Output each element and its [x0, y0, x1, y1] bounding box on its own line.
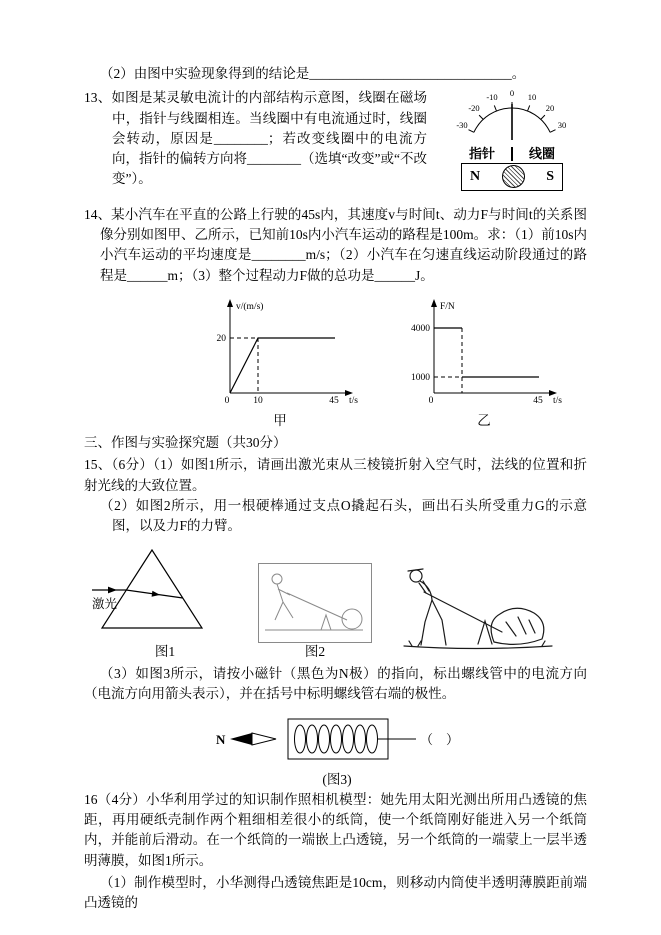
x-axis-label: t/s	[553, 395, 562, 406]
tick-10: 10	[253, 395, 263, 406]
q16-text: 16（4分）小华利用学过的知识制作照相机模型：她先用太阳光测出所用凸透镜的焦距，再用硬纸壳制作两个粗细相差很小的纸筒，使一个纸筒刚好能进入另一个纸筒内，并能前后滑动。在一个纸筒的一端嵌上凸透镜，另一个纸筒的一端蒙上一层半透明薄膜，如图1所示。	[84, 791, 587, 868]
magnet-box	[461, 163, 563, 191]
q13-text: 13、如图是某灵敏电流计的内部结构示意图，线圈在磁场中，指针与线圈相连。当线圈中有电流通过时，线圈会转动，原因是________；若改变线圈中的电流方向，指针的偏转方向将________（选填“改变”或“不改变”）。	[84, 90, 427, 187]
needle-stub	[511, 147, 513, 161]
person-hat	[408, 569, 423, 571]
pointer-label: 指针	[468, 145, 495, 161]
fig3-caption: (图3)	[322, 771, 352, 787]
sketch-head	[272, 574, 282, 584]
svg-text:-10: -10	[486, 92, 498, 103]
svg-text:10: 10	[527, 92, 537, 103]
svg-text:-20: -20	[468, 103, 480, 114]
q15-part2-text: （2）如图2所示，用一根硬棒通过支点O撬起石头，画出石头所受重力G的示意图，以及力F的力臂。	[100, 497, 587, 534]
v-t-curve	[230, 338, 335, 393]
person-head	[410, 570, 422, 582]
sketch-legs	[275, 602, 293, 620]
q14-graphs	[200, 294, 587, 429]
graph-yi-caption: 乙	[477, 413, 491, 429]
sketch-frame	[258, 563, 372, 643]
tick-1000: 1000	[411, 372, 430, 383]
q15-part1-text: 15、（6分）（1）如图1所示，请画出激光束从三棱镜折射入空气时，法线的位置和折射光线的大致位置。	[84, 457, 587, 493]
q15-part3-text: （3）如图3所示，请按小磁针（黑色为N极）的指向，标出螺线管中的电流方向（电流方向用箭头表示），并在括号中标明螺线管右端的极性。	[84, 665, 587, 702]
tick-0: 0	[428, 395, 434, 406]
laser-label: 激光	[92, 597, 118, 612]
compass-needle-white-half	[252, 733, 276, 745]
q16-part1-text: （1）制作模型时，小华测得凸透镜焦距是10cm，则移动内筒使半透明薄膜距前端凸透镜的	[84, 874, 587, 911]
tick-45: 45	[329, 395, 339, 406]
fig2-caption: 图2	[304, 643, 326, 659]
graph-yi-figure	[404, 294, 564, 429]
rock-hatching	[506, 617, 535, 636]
fig1-caption: 图1	[154, 643, 176, 659]
lever-cartoon	[390, 562, 555, 660]
svg-text:30: 30	[557, 120, 567, 131]
graph-jia	[200, 294, 360, 406]
prism-triangle	[102, 550, 202, 628]
y-axis-label: v/(m/s)	[236, 301, 264, 312]
graph-jia-caption: 甲	[273, 413, 287, 429]
lever-sketch-figure	[258, 563, 372, 660]
y-arrow	[431, 299, 437, 307]
y-arrow	[227, 299, 233, 307]
tick-0: 0	[224, 395, 230, 406]
question-13	[84, 88, 587, 193]
graph-yi	[404, 294, 564, 406]
solenoid-figure	[212, 714, 462, 787]
sketch-body	[277, 584, 283, 602]
lever-bar	[424, 592, 502, 632]
coil-label: 线圈	[529, 145, 556, 161]
prism-diagram	[90, 544, 240, 636]
person-legs	[421, 600, 446, 645]
ground-line	[404, 646, 552, 649]
south-pole-label: S	[546, 169, 554, 185]
svg-text:20: 20	[545, 103, 555, 114]
q15-figures	[90, 544, 587, 659]
solenoid-diagram	[212, 714, 462, 764]
x-axis-label: t/s	[349, 395, 358, 406]
coil-cross-section	[502, 165, 525, 188]
coil-loops	[295, 725, 378, 753]
sketch-lever	[287, 593, 347, 620]
rock	[491, 608, 544, 644]
svg-text:0: 0	[509, 88, 515, 99]
polarity-brackets: （ ）	[420, 732, 460, 748]
person-body	[420, 581, 432, 600]
north-pole-label: N	[470, 169, 481, 185]
graph-jia-figure	[200, 294, 360, 429]
fulcrum	[478, 621, 492, 644]
inside-arrowhead	[152, 591, 160, 597]
q14-text: 14、某小汽车在平直的公路上行驶的45s内，其速度v与时间t、动力F与时间t的关系图像分别如图甲、乙所示，已知前10s内小汽车运动的路程是100m。求：（1）前10s内小汽车运动的平均速度是________m/s；（2）小汽车在匀速直线运动阶段通过的路程是______m；（3）整个过程动力F做的总功是______J。	[84, 206, 587, 283]
laser-arrowhead	[108, 587, 117, 594]
prism-figure	[90, 544, 240, 659]
tick-4000: 4000	[411, 323, 430, 334]
sketch-fulcrum	[321, 615, 331, 630]
svg-text:-30: -30	[456, 120, 468, 131]
tick-20: 20	[216, 333, 226, 344]
compass-n-label: N	[216, 732, 226, 748]
meter-part-labels	[437, 147, 587, 161]
section-3-title: 三、作图与实验探究题（共30分）	[84, 435, 287, 451]
y-axis-label: F/N	[440, 301, 455, 312]
galvanometer-scale	[437, 88, 587, 140]
galvanometer-figure	[437, 88, 587, 191]
lever-sketch	[259, 564, 371, 642]
q12-part2-text: （2）由图中实验现象得到的结论是______________________________。	[100, 66, 526, 81]
tick-45: 45	[533, 395, 543, 406]
compass-needle-black-half	[230, 733, 252, 745]
